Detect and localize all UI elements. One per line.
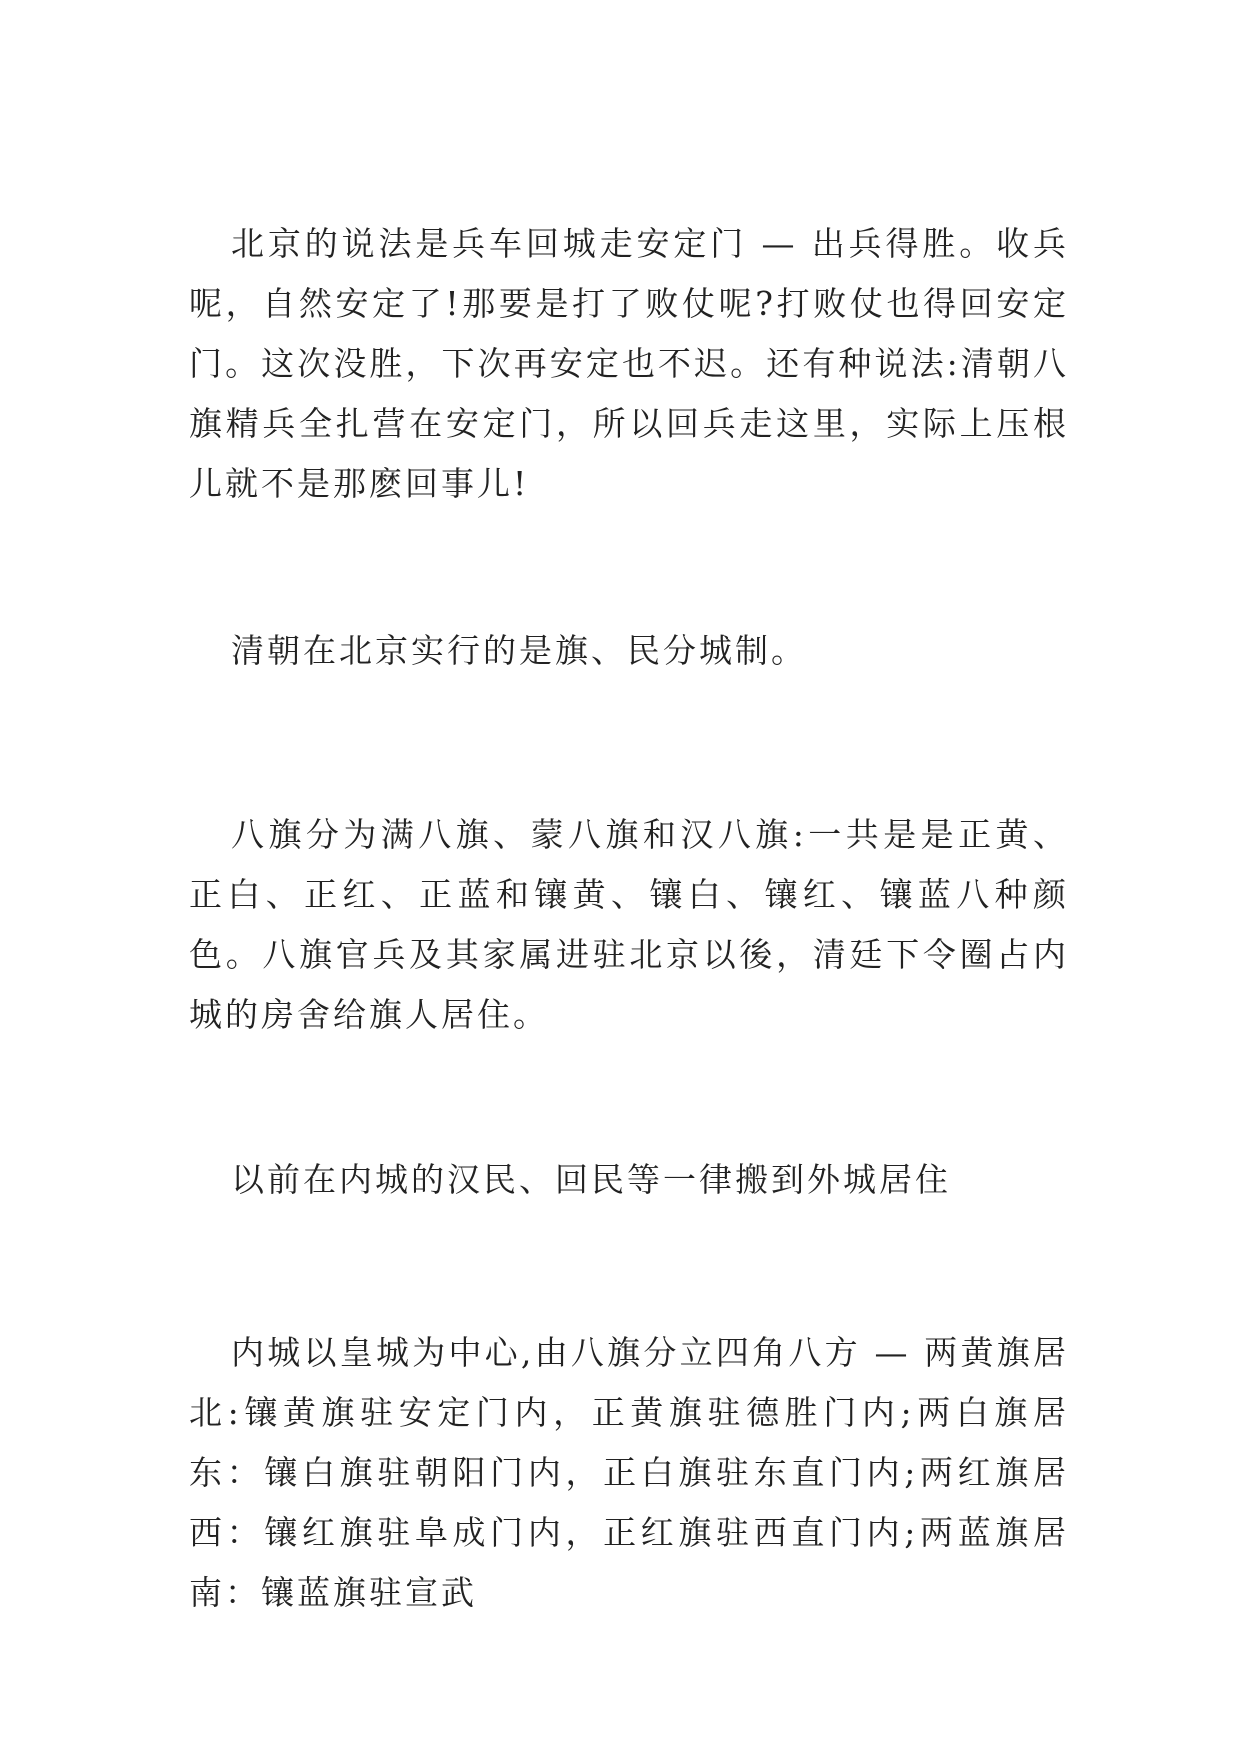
paragraph-qing-city-system: 清朝在北京实行的是旗、民分城制。 [231,631,807,670]
paragraph-banner-positions: 内城以皇城为中心,由八旗分立四角八方 — 两黄旗居北:镶黄旗驻安定门内，正黄旗驻德胜门内;两白旗居东：镶白旗驻朝阳门内，正白旗驻东直门内;两红旗居西：镶红旗驻阜成门内，正红旗驻西直门内;两蓝旗居南：镶蓝旗驻宣武 [189,1333,1069,1612]
paragraph-anding-gate: 北京的说法是兵车回城走安定门 — 出兵得胜。收兵呢，自然安定了!那要是打了败仗呢?打败仗也得回安定门。这次没胜，下次再安定也不迟。还有种说法:清朝八旗精兵全扎营在安定门，所以回兵走这里，实际上压根儿就不是那麽回事儿! [189,224,1069,503]
paragraph-eight-banners: 八旗分为满八旗、蒙八旗和汉八旗:一共是是正黄、正白、正红、正蓝和镶黄、镶白、镶红、镶蓝八种颜色。八旗官兵及其家属进驻北京以後，清廷下令圈占内城的房舍给旗人居住。 [189,815,1069,1034]
paragraph-relocation: 以前在内城的汉民、回民等一律搬到外城居住 [231,1160,951,1199]
